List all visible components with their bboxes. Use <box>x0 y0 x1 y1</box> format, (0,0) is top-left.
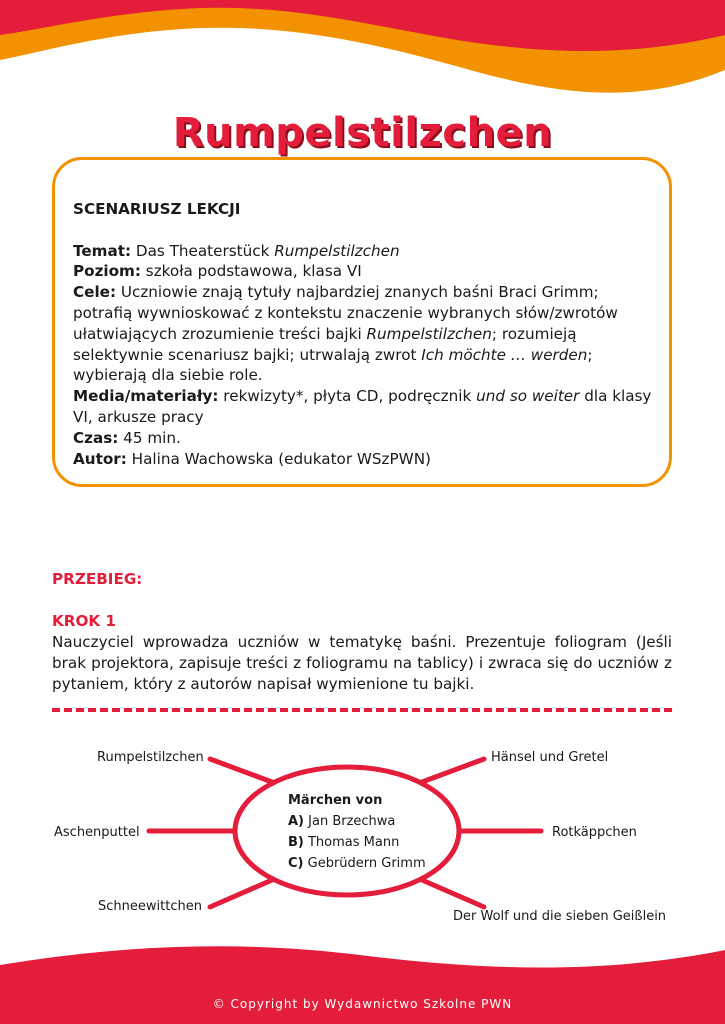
poziom-line: Poziom: szkoła podstawowa, klasa VI <box>73 262 362 281</box>
krok1-text: Nauczyciel wprowadza uczniów w tematykę baśni. Prezentuje foliogram (Jeśli brak projektora, zapisuje treści z foliogramu na tablicy) i zwraca się do uczniów z pytaniem, który z autorów napisał wymienione tu bajki. <box>52 633 672 693</box>
temat-line: Temat: Das Theaterstück Rumpelstilzchen <box>73 241 400 260</box>
czas-line: Czas: 45 min. <box>73 428 181 447</box>
option-a: A) Jan Brzechwa <box>288 814 396 829</box>
krok1-heading: KROK 1 <box>52 612 116 630</box>
top-wave-decoration <box>0 0 725 120</box>
mindmap-label-haensel: Hänsel und Gretel <box>491 750 609 765</box>
card-heading: SCENARIUSZ LEKCJI <box>73 200 241 218</box>
media-line: Media/materiały: rekwizyty*, płyta CD, podręcznik und so weiter dla klasy VI, arkusze pracy <box>73 387 652 426</box>
spoke-bottom-left <box>210 880 272 907</box>
mindmap-label-rotkaeppchen: Rotkäppchen <box>552 825 637 840</box>
mindmap-label-wolf: Der Wolf und die sieben Geißlein <box>453 909 667 924</box>
copyright-footer: © Copyright by Wydawnictwo Szkolne PWN <box>212 997 513 1011</box>
przebieg-heading: PRZEBIEG: <box>52 570 143 588</box>
mindmap-label-rumpelstilzchen: Rumpelstilzchen <box>97 750 204 765</box>
mindmap-label-schneewittchen: Schneewittchen <box>98 899 202 914</box>
option-c: C) Gebrüdern Grimm <box>288 856 426 871</box>
mindmap-center-text <box>288 790 426 874</box>
page-title: Rumpelstilzchen <box>172 110 553 156</box>
bottom-wave-decoration <box>0 940 725 1024</box>
center-title: Märchen von <box>288 793 383 808</box>
dashed-divider <box>52 708 672 712</box>
spoke-bottom-right <box>422 880 484 907</box>
option-b: B) Thomas Mann <box>288 835 400 850</box>
spoke-top-left <box>210 759 272 782</box>
lesson-info-content <box>73 199 658 469</box>
spoke-top-right <box>422 759 484 782</box>
mindmap-label-aschenputtel: Aschenputtel <box>54 825 140 840</box>
autor-line: Autor: Halina Wachowska (edukator WSzPWN) <box>73 449 431 468</box>
cele-line: Cele: Uczniowie znają tytuły najbardziej znanych baśni Braci Grimm; potrafią wywnioskować z kontekstu znaczenie wybranych słów/zwrotów ułatwiających zrozumienie treści bajki Rumpelstilzchen; rozumieją selektywnie scenariusz bajki; utrwalają zwrot Ich möchte … werden; wybierają dla siebie role. <box>73 283 618 385</box>
